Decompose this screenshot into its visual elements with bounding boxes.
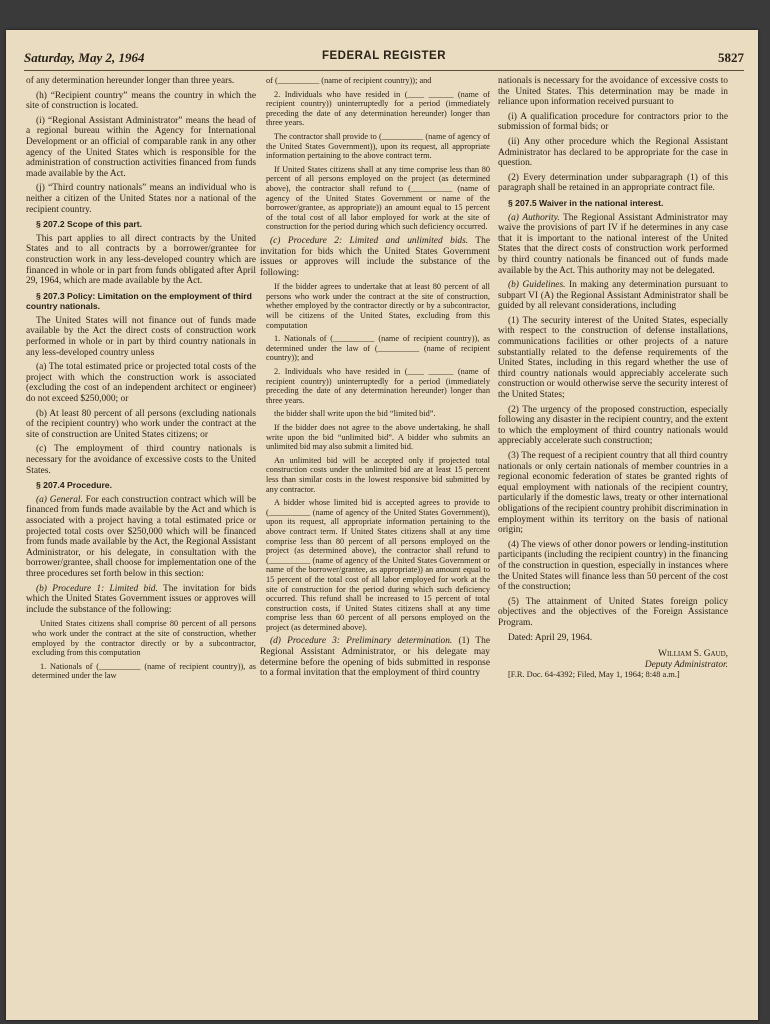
paragraph: (2) The urgency of the proposed construction, especially following any disaster in the recipient country, and the extent to which the employment of third country nationals would appreciably accelerate such construction;: [498, 404, 728, 447]
clause-text: the bidder shall write upon the bid “limited bid”.: [274, 409, 436, 419]
paragraph-body: For each construction contract which will be financed from funds made available by the Act and which is associated with a project having a total estimated price or projected total costs over $250,000 which will be financed from funds made available by the Act, the Regional Assistant Administrator, or his delegate, in consultation with the borrower/grantee, shall choose for implementation one of the three procedures set forth below in this section:: [26, 494, 256, 579]
header-title: FEDERAL REGISTER: [321, 50, 447, 62]
paragraph: (3) The request of a recipient country that all third country nationals or only certain nationals of member countries in a regional economic federation of states be granted rights of equal employment with nationals of the recipient country, particularly if the domestic laws, treaty or other international obligations of the recipient country prohibit discrimination in employment within its territory on the basis of national origin;: [498, 451, 728, 536]
clause-text: An unlimited bid will be accepted only if projected total construction costs under the unlimited bid are at least 15 percent less than similar costs in the lowest responsive bid submitted by any contractor.: [266, 455, 490, 494]
paragraph: [498, 280, 728, 312]
page-header: [24, 50, 744, 68]
signature-title: Deputy Administrator.: [644, 659, 728, 670]
paragraph: (2) Every determination under subparagraph (1) of this paragraph shall be retained in an appropriate contract file.: [498, 172, 728, 194]
paragraph: [260, 636, 490, 678]
header-rule: [24, 70, 744, 71]
paragraph: (b) At least 80 percent of all persons (excluding nationals of the recipient country) who work under the contract at the site of construction are United States citizens; or: [26, 408, 256, 440]
clause-text: If the bidder does not agree to the above undertaking, he shall write upon the bid “unlimited bid”. A bidder who submits an unlimited bid may also submit a limited bid.: [266, 423, 490, 452]
paragraph-body: The Regional Assistant Administrator may waive the provisions of part IV if he determines in any case that it is important to the national interest of the United States that the direct costs of construction work performed by third country nationals be financed out of funds made available by the Act. This authority may not be delegated.: [498, 212, 728, 276]
paragraph: (a) The total estimated price or projected total costs of the project with which the construction work is associated (excluding the cost of an independent architect or engineer) do not exceed $250,000; or: [26, 362, 256, 405]
signature-name: William S. Gaud,: [658, 649, 728, 660]
clause-text: If the bidder agrees to undertake that at least 80 percent of all persons who work under the contract at the site of construction, whether employed by the contractor directly or by a subcontractor, will be citizens of the United States, excluding from this computation: [266, 282, 490, 330]
paragraph: (c) The employment of third country nationals is necessary for the avoidance of excessive costs to the United States.: [26, 444, 256, 476]
quoted-clause: [266, 76, 490, 232]
paragraph: The United States will not finance out of funds made available by the Act the direct costs of construction work performed in whole or in part by third country nationals in any less-developed country unless: [26, 315, 256, 358]
paragraph: (1) The security interest of the United States, especially with respect to the construction of defense installations, communications facilities or other projects of a nature substantially related to the defense requirements of the United States, including in this regard whether the use of third country nationals would appreciably accelerate such construction or would otherwise serve the security interest of the United States;: [498, 315, 728, 401]
paragraph-body: (1) The Regional Assistant Administrator, or his delegate may determine before the opening of bids submitted in response to a formal invitation that the employment of third country: [260, 636, 490, 679]
paragraph: nationals is necessary for the avoidance of excessive costs to the United States. This determination may be made in reliance upon information received pursuant to: [498, 76, 728, 108]
clause-text: 2. Individuals who have resided in (____ ______ (name of recipient country)) uninterruptedly for a period (immediately preceding the date of any determination hereunder) longer than three years.: [266, 89, 490, 128]
column-1: [26, 76, 256, 1006]
paragraph-lead: (a) General.: [36, 494, 83, 505]
column-2: [260, 76, 490, 1006]
paragraph: (5) The attainment of United States foreign policy objectives and the objectives of the Foreign Assistance Program.: [498, 596, 728, 628]
paragraph: (i) “Regional Assistant Administrator” means the head of a regional bureau within the Agency for International Development or an official of comparable rank in any other agency of the United States which is responsible for the administration of construction activities financed from funds made available by the Act.: [26, 115, 256, 179]
clause-text: United States citizens shall comprise 80 percent of all persons who work under the contract at the site of construction, whether employed by the contractor directly or by a subcontractor, excluding from this computation: [32, 619, 256, 658]
paragraph: [260, 236, 490, 278]
quoted-clause: [32, 619, 256, 681]
paragraph-lead: (a) Authority.: [508, 212, 560, 223]
paragraph-body: The invitation for bids which the United States Government issues or approves will include the substance of the following:: [26, 583, 256, 615]
section-heading: § 207.5 Waiver in the national interest.: [508, 197, 664, 208]
paragraph-lead: (d) Procedure 3: Preliminary determination.: [270, 636, 453, 647]
paragraph: [26, 495, 256, 580]
clause-text: A bidder whose limited bid is accepted agrees to provide to (__________ (name of agency of the United States Government)), upon its request, all appropriate information pertaining to the above contract term. If United States citizens shall at any time comprise less than 80 percent of all persons employed on the project (as determined above), the contractor shall refund to (__________ (name of agency of the United States Government or name of the borrower/grantee, as appropriate)) an amount equal to 15 percent of the total cost of all labor employed for work at the site of construction for the period during which such deficiency occurred. This refund shall be increased to 15 percent of total construction costs, if United States citizens shall at any time comprise less than 60 percent of all persons employed on the project (as determined above).: [266, 498, 490, 632]
clause-text: If United States citizens shall at any time comprise less than 80 percent of all persons employed on the project (as determined above), the contractor shall refund to (__________ (name of agency of the United States Government or name of the borrower/grantee, as appropriate)) an amount equal to 15 percent of the total cost of all labor employed for work at the site of construction for the period during which such deficiency occurred.: [266, 164, 490, 232]
paragraph: [498, 213, 728, 277]
clause-text: The contractor shall provide to (__________ (name of agency of the United States Government)), upon its request, all appropriate information pertaining to the above contract term.: [266, 131, 490, 161]
fr-doc-reference: [F.R. Doc. 64-4392; Filed, May 1, 1964; 8:48 a.m.]: [508, 670, 680, 680]
paragraph: This part applies to all direct contracts by the United States and to all contracts by a borrower/grantee for construction work in any less-developed country which are financed in whole or in part from funds obligated after April 29, 1964, which are made available by the Act.: [26, 233, 256, 287]
paragraph-lead: (b) Procedure 1: Limited bid.: [36, 583, 158, 594]
clause-text: of (__________ (name of recipient country)); and: [266, 76, 432, 85]
paragraph: (4) The views of other donor powers or lending-institution participants (including the recipient country) in the financing of the construction in question, especially in instances where the United States will finance less than 50 percent of the cost of the construction;: [498, 539, 728, 593]
paragraph-lead: (b) Guidelines.: [508, 280, 566, 291]
paragraph: (j) “Third country nationals” means an individual who is neither a citizen of the United States nor a national of the recipient country.: [26, 183, 256, 215]
paragraph: [26, 584, 256, 616]
paragraph-lead: (c) Procedure 2: Limited and unlimited bids.: [270, 235, 469, 246]
header-date: Saturday, May 2, 1964: [24, 50, 145, 65]
quoted-clause: [266, 282, 490, 632]
section-heading: § 207.2 Scope of this part.: [36, 219, 143, 230]
paragraph: (h) “Recipient country” means the country in which the site of construction is located.: [26, 90, 256, 112]
section-heading: § 207.4 Procedure.: [36, 480, 112, 491]
dated-line: Dated: April 29, 1964.: [508, 632, 593, 643]
clause-text: 2. Individuals who have resided in (____ ______ (name of recipient country)) uninterruptedly for a period (immediately preceding the date of any determination hereunder) longer than three years.: [266, 367, 490, 405]
column-3: [498, 76, 728, 1006]
paragraph-body: The invitation for bids which the United States Government issues or approves will include the substance of the following:: [260, 235, 490, 278]
clause-text: 1. Nationals of (__________ (name of recipient country)), as determined under the law: [32, 661, 256, 681]
register-page: [6, 30, 758, 1020]
section-heading: § 207.3 Policy: Limitation on the employment of third country nationals.: [26, 290, 252, 312]
paragraph: (i) A qualification procedure for contractors prior to the submission of formal bids; or: [498, 111, 728, 133]
paragraph: of any determination hereunder longer than three years.: [26, 76, 235, 86]
header-page-number: 5827: [718, 50, 744, 65]
paragraph: (ii) Any other procedure which the Regional Assistant Administrator has declared to be appropriate for the case in question.: [498, 136, 728, 169]
paragraph-body: In making any determination pursuant to subpart VI (A) the Regional Assistant Administrator shall be guided by all relevant considerations, including: [498, 280, 728, 312]
clause-text: 1. Nationals of (__________ (name of recipient country)), as determined under the law of (__________ (name of recipient country)); and: [266, 334, 490, 363]
